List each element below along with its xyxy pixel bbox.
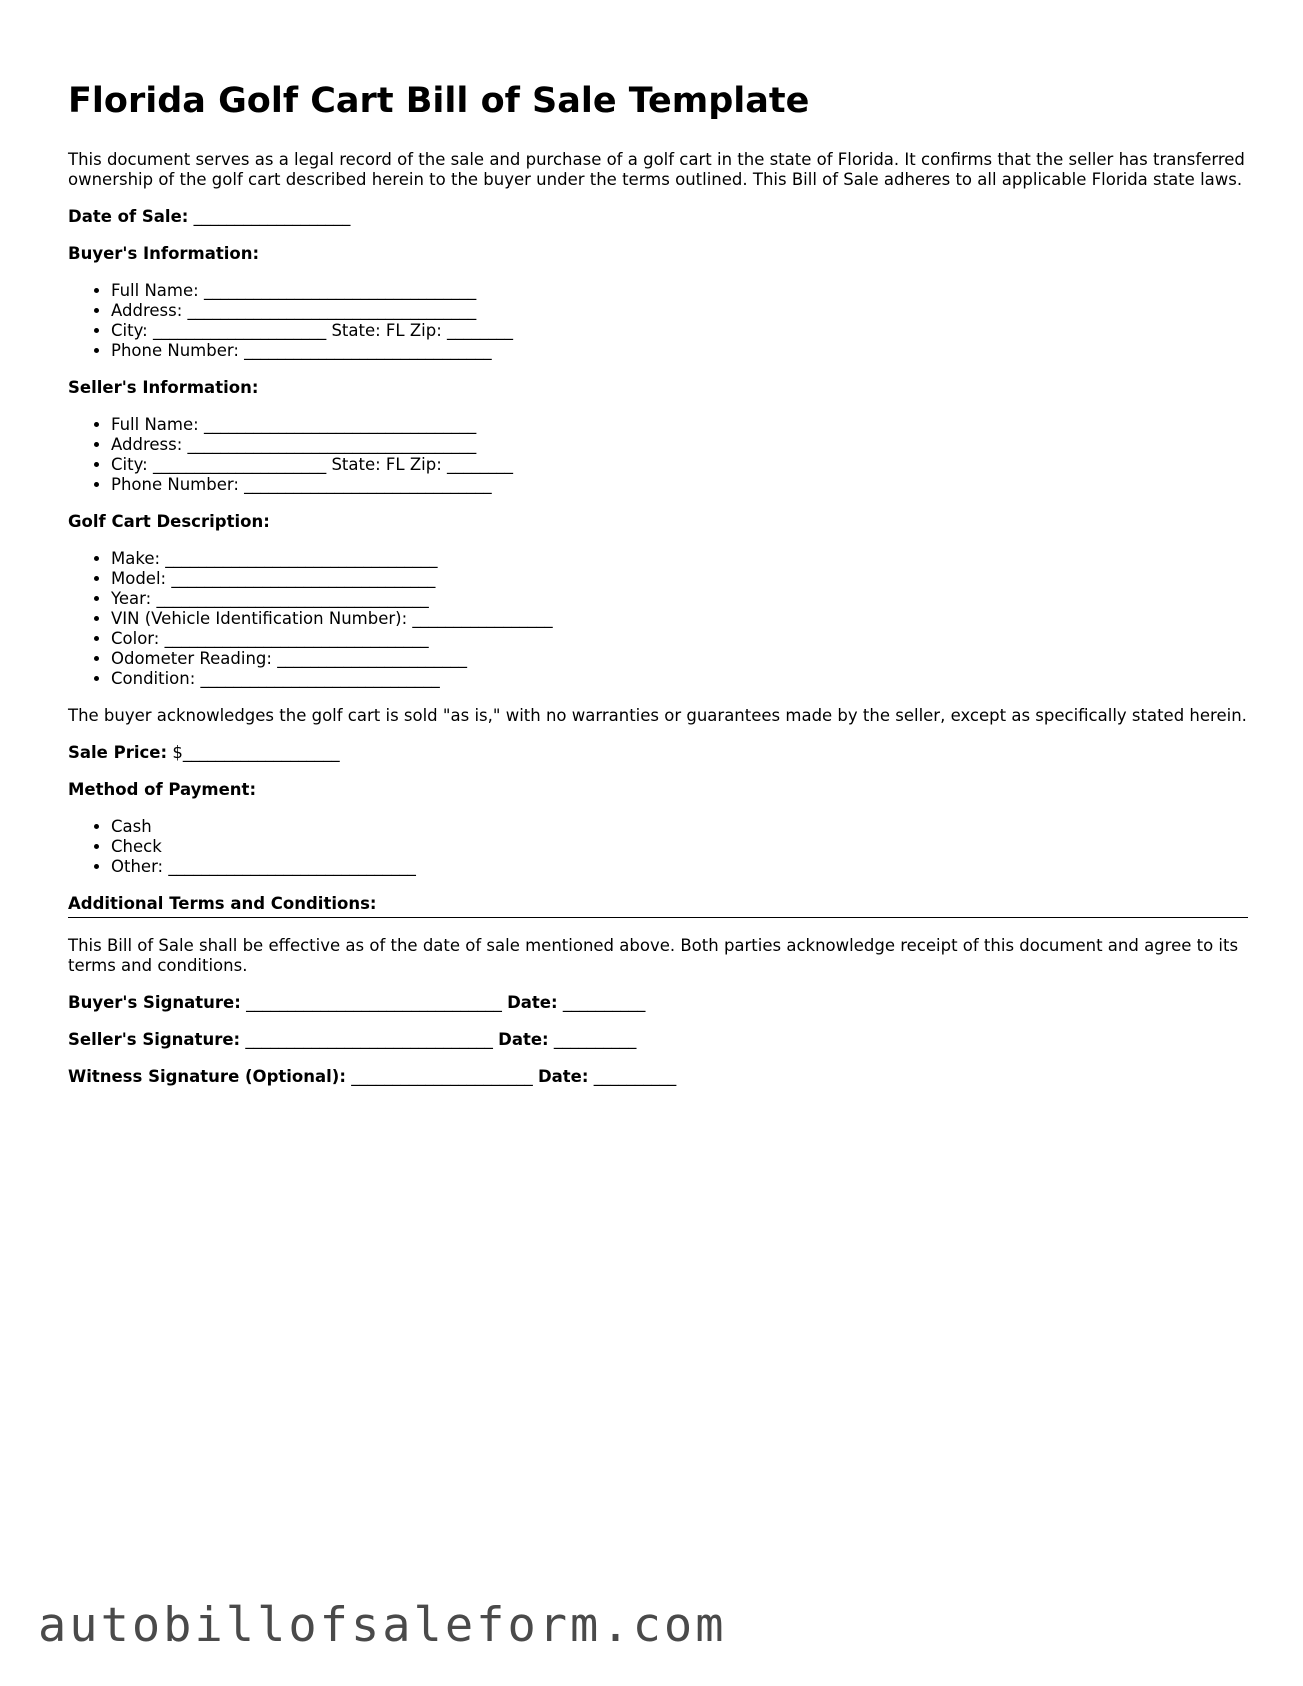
witness-date-label: Date:: [537, 1067, 589, 1086]
witness-signature-line: [68, 1067, 1248, 1087]
sale-price-field[interactable]: $___________________: [172, 743, 340, 762]
additional-terms-line[interactable]: [68, 917, 1248, 918]
cart-color-field[interactable]: • Color: ________________________________: [111, 629, 1248, 649]
seller-address-field[interactable]: • Address: ___________________________________: [111, 435, 1248, 455]
as-is-paragraph: The buyer acknowledges the golf cart is sold "as is," with no warranties or guarantees made by the seller, except as specifically stated herein.: [68, 706, 1247, 725]
cart-description-list: [68, 549, 1248, 689]
date-of-sale-field[interactable]: ___________________: [193, 207, 351, 226]
buyer-signature-field[interactable]: _______________________________: [246, 993, 502, 1012]
sale-price-line: [68, 743, 1248, 763]
witness-signature-label: Witness Signature (Optional):: [68, 1067, 346, 1086]
additional-terms-heading: Additional Terms and Conditions:: [68, 894, 377, 913]
witness-date-field[interactable]: __________: [593, 1067, 677, 1086]
witness-signature-field[interactable]: ______________________: [351, 1067, 533, 1086]
sale-price-label: Sale Price:: [68, 743, 168, 762]
buyer-date-label: Date:: [507, 993, 558, 1012]
date-of-sale-line: [68, 207, 1248, 227]
document: [68, 78, 1248, 1104]
cart-condition-field[interactable]: • Condition: _____________________________: [111, 669, 1248, 689]
seller-signature-line: [68, 1030, 1248, 1050]
cart-description-heading: Golf Cart Description:: [68, 512, 270, 531]
buyer-city-state-zip-field[interactable]: • City: _____________________ State: FL Zip: ________: [111, 321, 1248, 341]
seller-city-state-zip-field[interactable]: • City: _____________________ State: FL Zip: ________: [111, 455, 1248, 475]
seller-phone-field[interactable]: • Phone Number: ______________________________: [111, 475, 1248, 495]
date-of-sale-label: Date of Sale:: [68, 207, 189, 226]
seller-signature-label: Seller's Signature:: [68, 1030, 241, 1049]
document-title: Florida Golf Cart Bill of Sale Template: [68, 81, 810, 121]
payment-method-list: [68, 817, 1248, 877]
seller-signature-field[interactable]: ______________________________: [245, 1030, 493, 1049]
buyer-phone-field[interactable]: • Phone Number: ______________________________: [111, 341, 1248, 361]
seller-info-list: [68, 415, 1248, 495]
payment-other-field[interactable]: • Other: ______________________________: [111, 857, 1248, 877]
cart-year-field[interactable]: • Year: _________________________________: [111, 589, 1248, 609]
buyer-signature-line: [68, 993, 1248, 1013]
buyer-info-list: [68, 281, 1248, 361]
seller-full-name-field[interactable]: • Full Name: _________________________________: [111, 415, 1248, 435]
buyer-signature-label: Buyer's Signature:: [68, 993, 241, 1012]
effective-paragraph: This Bill of Sale shall be effective as of the date of sale mentioned above. Both parties acknowledge receipt of this document and agree to its terms and conditions.: [68, 936, 1239, 975]
cart-model-field[interactable]: • Model: ________________________________: [111, 569, 1248, 589]
seller-date-field[interactable]: __________: [553, 1030, 637, 1049]
cart-odometer-field[interactable]: • Odometer Reading: _______________________: [111, 649, 1248, 669]
payment-cash-option[interactable]: • Cash: [111, 817, 1248, 837]
cart-vin-field[interactable]: • VIN (Vehicle Identification Number): _________________: [111, 609, 1248, 629]
intro-paragraph: This document serves as a legal record of the sale and purchase of a golf cart in the state of Florida. It confirms that the seller has transferred ownership of the golf cart described herein to the buyer under the terms outlined. This Bill of Sale adheres to all applicable Florida state laws.: [68, 150, 1245, 189]
site-watermark: autobillofsaleform.com: [38, 1598, 727, 1653]
buyer-heading: Buyer's Information:: [68, 244, 260, 263]
buyer-date-field[interactable]: __________: [562, 993, 646, 1012]
cart-make-field[interactable]: • Make: _________________________________: [111, 549, 1248, 569]
seller-heading: Seller's Information:: [68, 378, 259, 397]
payment-heading: Method of Payment:: [68, 780, 257, 799]
seller-date-label: Date:: [498, 1030, 549, 1049]
buyer-full-name-field[interactable]: • Full Name: _________________________________: [111, 281, 1248, 301]
buyer-address-field[interactable]: • Address: ___________________________________: [111, 301, 1248, 321]
payment-check-option[interactable]: • Check: [111, 837, 1248, 857]
